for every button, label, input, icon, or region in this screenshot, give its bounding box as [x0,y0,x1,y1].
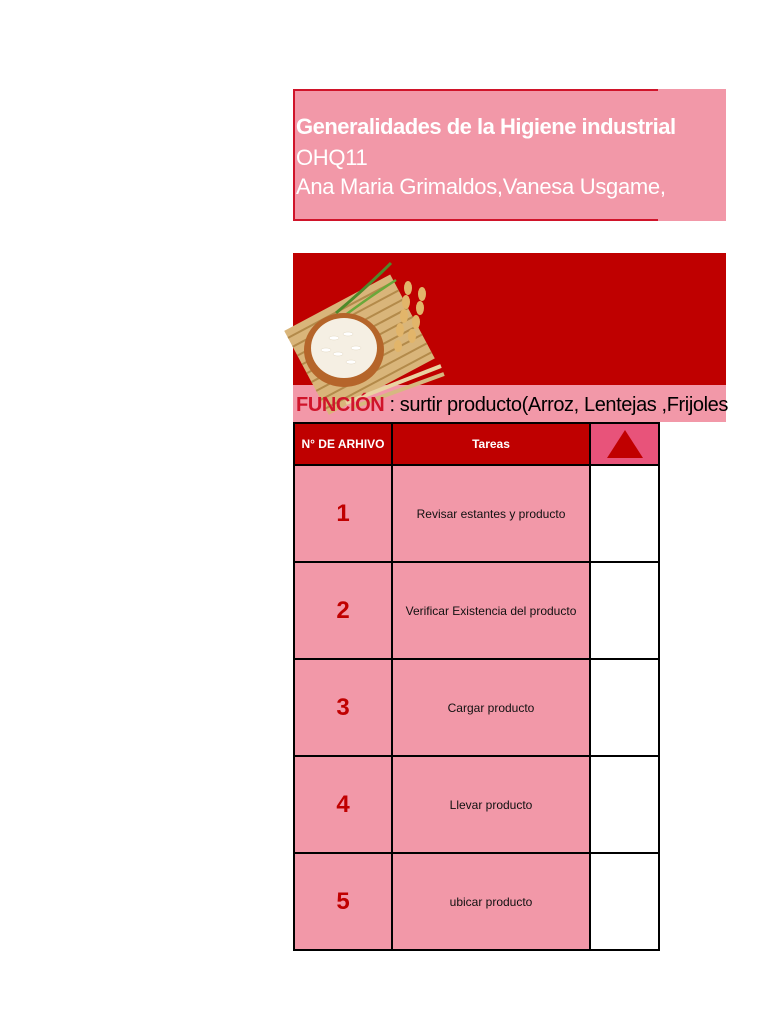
document-code: OHQ11 [296,145,368,170]
funcion-line [296,394,728,417]
row-number: 3 [294,659,392,756]
table-row [294,659,659,756]
row-task: Llevar producto [392,756,590,853]
row-check-cell[interactable] [590,756,659,853]
funcion-label: FUNCIÓN [296,394,385,416]
table-header-row [294,423,659,465]
row-number: 1 [294,465,392,562]
row-task: ubicar producto [392,853,590,950]
table-row [294,465,659,562]
row-check-cell[interactable] [590,465,659,562]
row-number: 4 [294,756,392,853]
triangle-up-icon [607,430,643,458]
row-number: 5 [294,853,392,950]
document-title: Generalidades de la Higiene industrial [296,114,676,139]
row-check-cell[interactable] [590,562,659,659]
col-header-num: N° DE ARHIVO [294,423,392,465]
row-check-cell[interactable] [590,659,659,756]
document-authors: Ana Maria Grimaldos,Vanesa Usgame, [296,174,666,199]
row-task: Revisar estantes y producto [392,465,590,562]
table-row [294,562,659,659]
tasks-table [293,422,660,951]
table-row [294,756,659,853]
row-task: Cargar producto [392,659,590,756]
funcion-value: : surtir producto(Arroz, Lentejas ,Frijoles [384,394,728,416]
row-check-cell[interactable] [590,853,659,950]
row-task: Verificar Existencia del producto [392,562,590,659]
rice-bowl-image [296,258,446,408]
sort-button[interactable] [590,423,659,465]
table-row [294,853,659,950]
col-header-tasks: Tareas [392,423,590,465]
row-number: 2 [294,562,392,659]
